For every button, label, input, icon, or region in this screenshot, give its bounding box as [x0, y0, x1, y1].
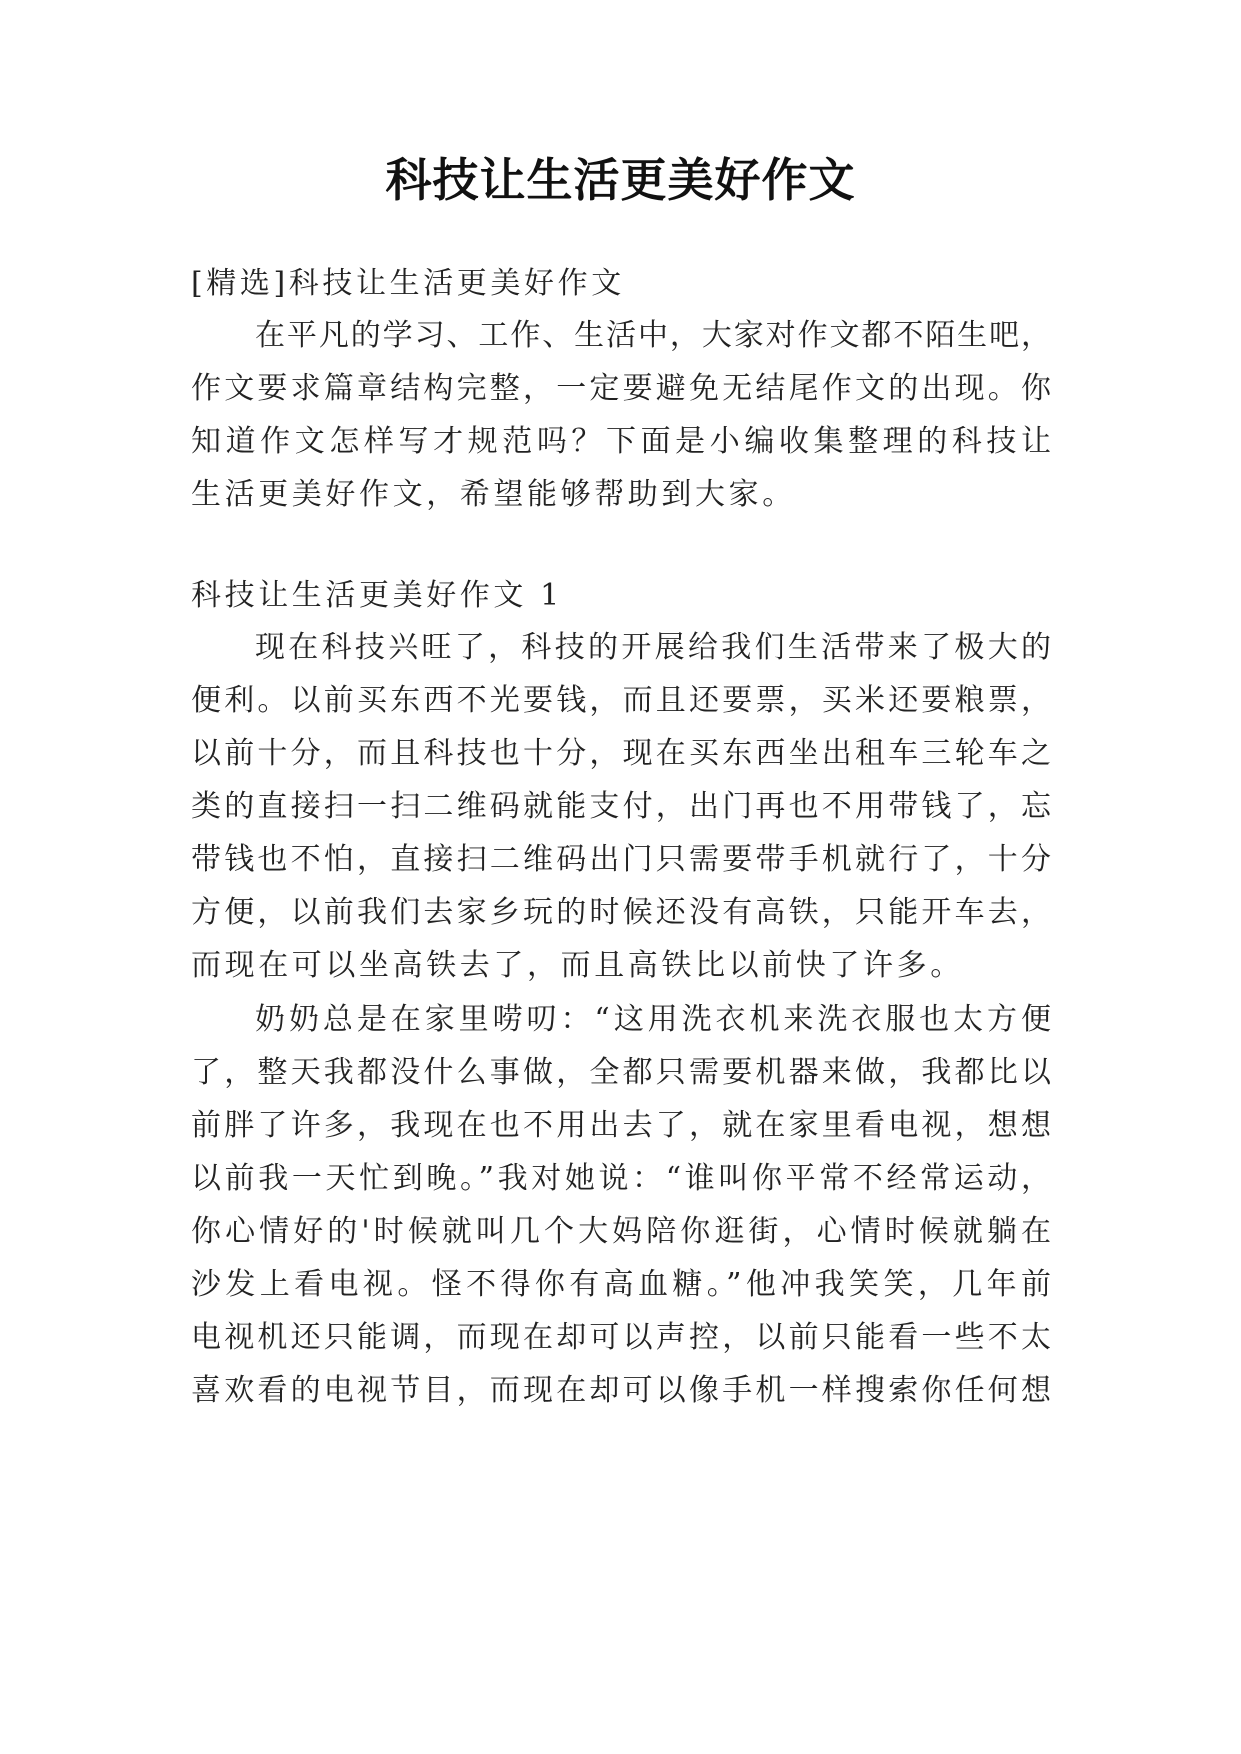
document-subtitle: [精选]科技让生活更美好作文 — [191, 266, 625, 301]
document-title: 科技让生活更美好作文 — [385, 153, 856, 207]
paragraph-line: 以前十分，而且科技也十分，现在买东西坐出租车三轮车之 — [191, 736, 1051, 771]
paragraph-line: 方便，以前我们去家乡玩的时候还没有高铁，只能开车去， — [191, 895, 1051, 930]
paragraph-line: 现在科技兴旺了，科技的开展给我们生活带来了极大的 — [255, 630, 1051, 665]
paragraph-line: 便利。以前买东西不光要钱，而且还要票，买米还要粮票， — [191, 683, 1051, 718]
intro-line: 生活更美好作文，希望能够帮助到大家。 — [191, 477, 796, 512]
paragraph-line: 电视机还只能调，而现在却可以声控，以前只能看一些不太 — [191, 1320, 1051, 1355]
paragraph-line: 你心情好的'时候就叫几个大妈陪你逛街，心情时候就躺在 — [191, 1214, 1051, 1249]
paragraph-line: 类的直接扫一扫二维码就能支付，出门再也不用带钱了，忘 — [191, 789, 1051, 824]
intro-line: 在平凡的学习、工作、生活中，大家对作文都不陌生吧， — [255, 318, 1051, 353]
intro-line: 作文要求篇章结构完整，一定要避免无结尾作文的出现。你 — [191, 371, 1051, 406]
paragraph-line: 沙发上看电视。怪不得你有高血糖。”他冲我笑笑，几年前 — [191, 1267, 1051, 1302]
paragraph-line: 带钱也不怕，直接扫二维码出门只需要带手机就行了，十分 — [191, 842, 1051, 877]
paragraph-line: 了，整天我都没什么事做，全都只需要机器来做，我都比以 — [191, 1055, 1051, 1090]
paragraph-line: 而现在可以坐高铁去了，而且高铁比以前快了许多。 — [191, 948, 964, 983]
paragraph-line: 以前我一天忙到晚。”我对她说：“谁叫你平常不经常运动， — [191, 1161, 1051, 1196]
section-heading: 科技让生活更美好作文 1 — [191, 578, 563, 613]
paragraph-line: 前胖了许多，我现在也不用出去了，就在家里看电视，想想 — [191, 1108, 1051, 1143]
paragraph-line: 喜欢看的电视节目，而现在却可以像手机一样搜索你任何想 — [191, 1373, 1051, 1408]
paragraph-line: 奶奶总是在家里唠叨：“这用洗衣机来洗衣服也太方便 — [255, 1002, 1051, 1037]
intro-line: 知道作文怎样写才规范吗？下面是小编收集整理的科技让 — [191, 424, 1051, 459]
